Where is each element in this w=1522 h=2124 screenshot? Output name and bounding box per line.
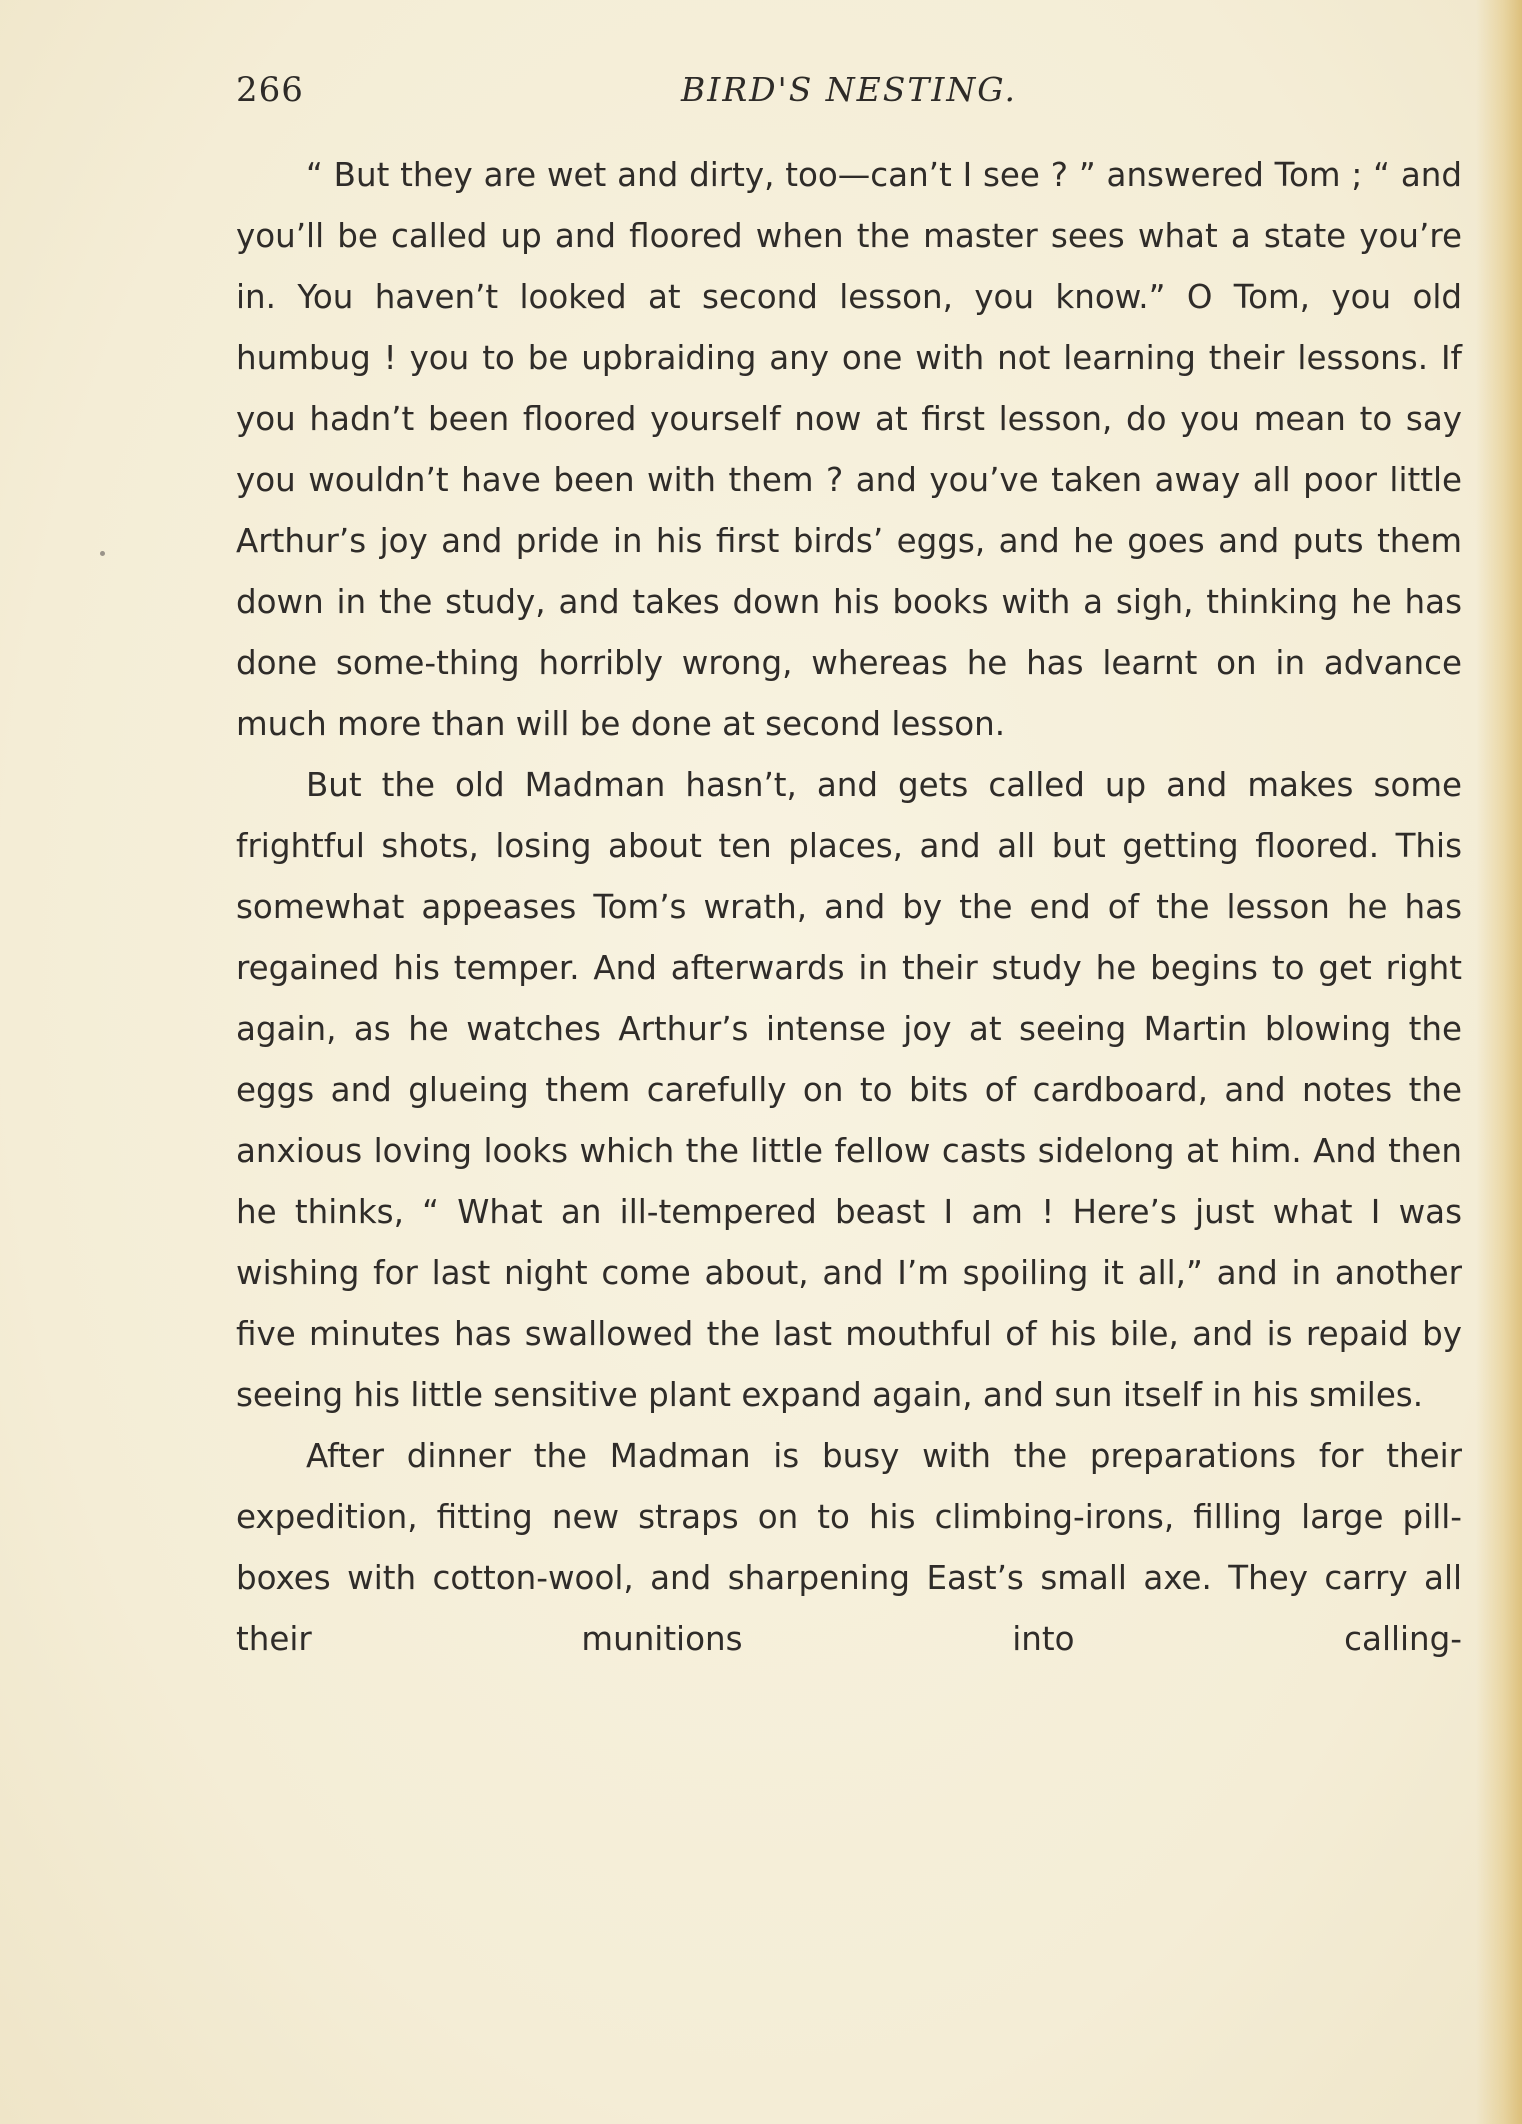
paragraph-2: But the old Madman hasn’t, and gets called up and makes some frightful shots, losing about ten places, and all but getting floored. This somewhat appeases Tom’s wrath, and by the end of the lesson he has regained his temper. And afterwards in their study he begins to get right again, as he watches Arthur’s intense joy at seeing Martin blowing the eggs and glueing them carefully on to bits of cardboard, and notes the anxious loving looks which the little fellow casts sidelong at him. And then he thinks, “ What an ill-tempered beast I am ! Here’s just what I was wishing for last night come about, and I’m spoiling it all,” and in another five minutes has swallowed the last mouthful of his bile, and is repaid by seeing his little sensitive plant expand again, and sun itself in his smiles. — [236, 766, 1462, 1414]
page-header — [236, 64, 1462, 120]
page-number: 266 — [236, 70, 304, 110]
page-edge-shading — [1476, 0, 1522, 2124]
running-title: BIRD'S NESTING. — [681, 70, 1017, 109]
paragraph-3: After dinner the Madman is busy with the preparations for their expedition, fitting new straps on to his climbing-irons, filling large pill-boxes with cotton-wool, and sharpening East’s small axe. They carry all their munitions into calling- — [236, 1437, 1462, 1658]
body-text — [236, 145, 1462, 1670]
paragraph-1: “ But they are wet and dirty, too—can’t I see ? ” answered Tom ; “ and you’ll be called up and floored when the master sees what a state you’re in. You haven’t looked at second lesson, you know.” O Tom, you old humbug ! you to be upbraiding any one with not learning their lessons. If you hadn’t been floored yourself now at first lesson, do you mean to say you wouldn’t have been with them ? and you’ve taken away all poor little Arthur’s joy and pride in his first birds’ eggs, and he goes and puts them down in the study, and takes down his books with a sigh, thinking he has done some-thing horribly wrong, whereas he has learnt on in advance much more than will be done at second lesson. — [236, 156, 1462, 743]
margin-speck — [100, 551, 105, 556]
